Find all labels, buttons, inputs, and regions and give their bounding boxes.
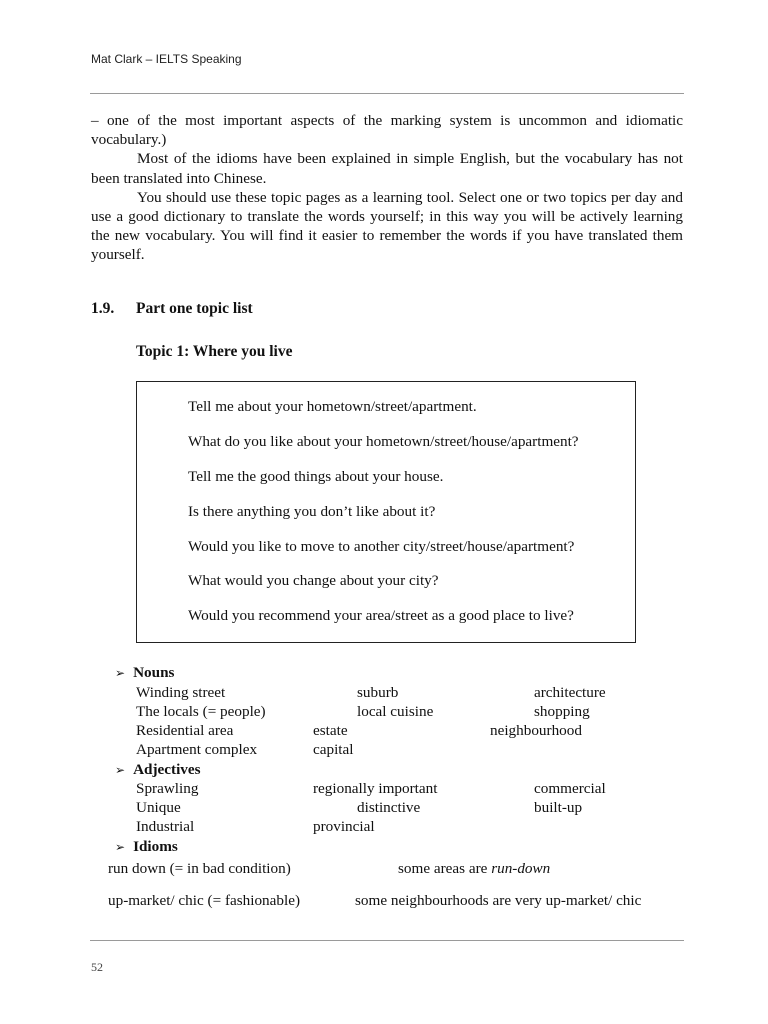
vocab-word: neighbourhood xyxy=(490,722,582,739)
footer-rule xyxy=(90,940,684,941)
bullet-arrow-icon: ➢ xyxy=(115,840,126,854)
vocab-word: suburb xyxy=(357,684,399,701)
question: Would you recommend your area/street as a good place to live? xyxy=(188,607,574,624)
bullet-arrow-icon: ➢ xyxy=(115,666,126,680)
vocab-word: built-up xyxy=(534,799,583,816)
topic-title: Topic 1: Where you live xyxy=(136,343,293,360)
vocab-word: Apartment complex xyxy=(136,741,258,758)
vocab-word: shopping xyxy=(534,703,590,720)
bullet-arrow-icon: ➢ xyxy=(115,763,126,777)
vocab-word: Sprawling xyxy=(136,780,199,797)
vocab-word: commercial xyxy=(534,780,606,797)
idiom-example: some areas are run-down xyxy=(398,860,551,877)
vocab-word: regionally important xyxy=(313,780,438,797)
idiom-example: some neighbourhoods are very up-market/ chic xyxy=(355,892,642,909)
question: Tell me about your hometown/street/apartment. xyxy=(188,398,477,415)
question: Would you like to move to another city/street/house/apartment? xyxy=(188,538,575,555)
running-header: Mat Clark – IELTS Speaking xyxy=(91,52,242,66)
section-number: 1.9. xyxy=(91,300,115,317)
paragraph: You should use these topic pages as a learning tool. Select one or two topics per day and use a good dictionary to translate the words yourself; in this way you will be actively learning the new vocabulary. You will find it easier to remember the words if you have translated them yourself. xyxy=(91,188,683,264)
section-title: Part one topic list xyxy=(136,300,253,317)
vocab-word: local cuisine xyxy=(357,703,434,720)
vocab-word: capital xyxy=(313,741,354,758)
question: What do you like about your hometown/street/house/apartment? xyxy=(188,433,579,450)
idiom-term: run down (= in bad condition) xyxy=(108,860,291,877)
vocab-word: provincial xyxy=(313,818,375,835)
adjectives-heading: ➢ Adjectives xyxy=(115,761,201,778)
section-heading xyxy=(91,300,253,318)
vocab-word: architecture xyxy=(534,684,606,701)
nouns-heading: ➢ Nouns xyxy=(115,664,175,681)
vocab-word: Winding street xyxy=(136,684,226,701)
vocab-word: Residential area xyxy=(136,722,234,739)
vocab-word: Industrial xyxy=(136,818,195,835)
idiom-term: up-market/ chic (= fashionable) xyxy=(108,892,301,909)
paragraph: Most of the idioms have been explained in simple English, but the vocabulary has not been translated into Chinese. xyxy=(91,150,683,187)
vocab-word: The locals (= people) xyxy=(136,703,266,720)
question: Tell me the good things about your house. xyxy=(188,468,444,485)
paragraph: – one of the most important aspects of the marking system is uncommon and idiomatic vocabulary.) xyxy=(91,112,683,149)
vocab-word: estate xyxy=(313,722,348,739)
vocab-word: Unique xyxy=(136,799,181,816)
question: Is there anything you don’t like about it? xyxy=(188,503,436,520)
vocab-word: distinctive xyxy=(357,799,421,816)
header-rule xyxy=(90,93,684,94)
intro-text xyxy=(91,111,683,265)
idioms-heading: ➢ Idioms xyxy=(115,838,178,855)
page-number: 52 xyxy=(91,960,103,974)
question: What would you change about your city? xyxy=(188,572,439,589)
question-box xyxy=(136,381,636,643)
